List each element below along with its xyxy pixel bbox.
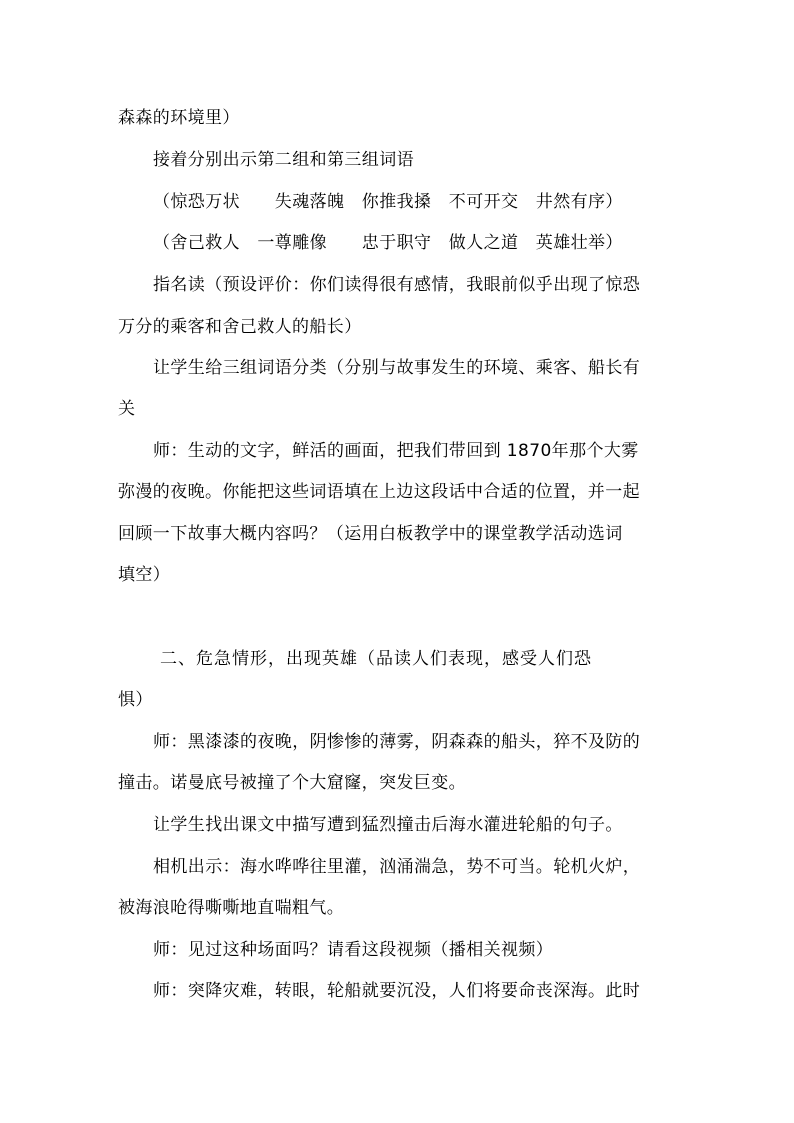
text-line-1: 森森的环境里） <box>118 108 240 128</box>
text-line-16: 撞击。诺曼底号被撞了个大窟窿，突发巨变。 <box>118 773 466 793</box>
text-line-19: 被海浪呛得嘶嘶地直喘粗气。 <box>118 898 345 918</box>
text-line-9: 师：生动的文字，鲜活的画面，把我们带回到 1870年那个大雾 <box>153 441 639 461</box>
text-line-21: 师：突降灾难，转眼，轮船就要沉没，人们将要命丧深海。此时 <box>153 981 641 1001</box>
text-line-18: 相机出示：海水哗哗往里灌，汹涌湍急，势不可当。轮机火炉， <box>153 857 641 877</box>
text-line-8: 关 <box>118 399 136 419</box>
text-line-7: 让学生给三组词语分类（分别与故事发生的环境、乘客、船长有 <box>153 358 641 378</box>
text-line-10: 弥漫的夜晚。你能把这些词语填在上边这段话中合适的位置，并一起 <box>118 482 640 502</box>
text-line-12: 填空） <box>118 565 171 585</box>
text-line-11: 回顾一下故事大概内容吗？（运用白板教学中的课堂教学活动选词 <box>118 524 623 544</box>
word-group-3: （舍己救人 一尊雕像 忠于职守 做人之道 英雄壮举） <box>153 233 623 253</box>
section-heading-cont: 惧） <box>118 690 153 710</box>
word-group-2: （惊恐万状 失魂落魄 你推我搡 不可开交 井然有序） <box>153 192 623 212</box>
text-line-17: 让学生找出课文中描写遭到猛烈撞击后海水灌进轮船的句子。 <box>153 815 623 835</box>
text-line-6: 万分的乘客和舍己救人的船长） <box>118 317 362 337</box>
text-line-15: 师：黑漆漆的夜晚，阴惨惨的薄雾，阴森森的船头，猝不及防的 <box>153 732 641 752</box>
text-line-2: 接着分别出示第二组和第三组词语 <box>153 150 414 170</box>
text-line-5: 指名读（预设评价：你们读得很有感情，我眼前似乎出现了惊恐 <box>153 275 641 295</box>
text-line-20: 师：见过这种场面吗？请看这段视频（播相关视频） <box>153 940 554 960</box>
section-heading: 二、危急情形，出现英雄（品读人们表现，感受人们恐 <box>160 649 592 669</box>
